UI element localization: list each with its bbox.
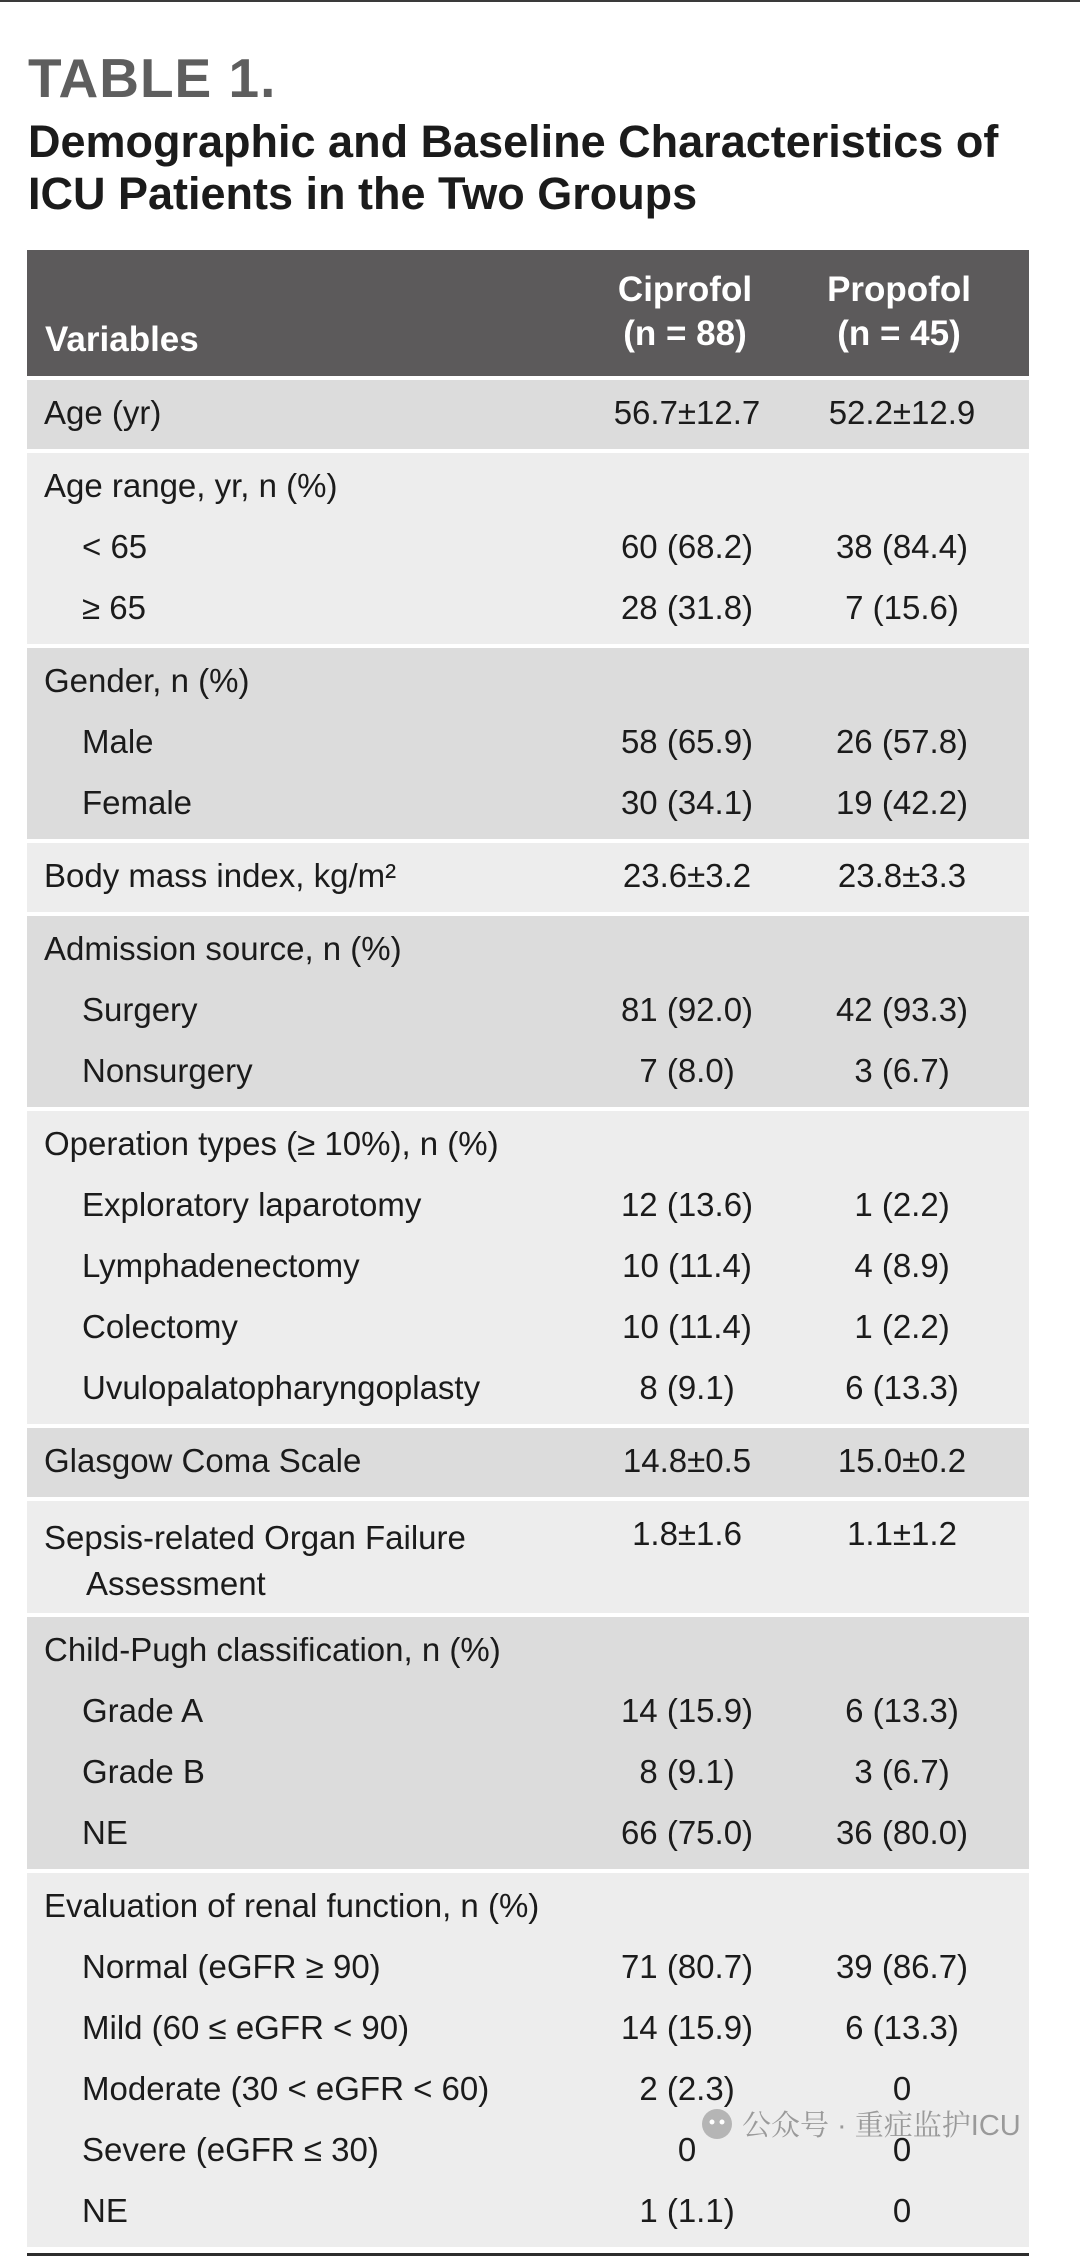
table-header	[27, 250, 1029, 376]
row-label: Glasgow Coma Scale	[44, 1442, 362, 1479]
ciprofol-value: 8 (9.1)	[639, 1753, 735, 1790]
table-row	[27, 579, 1029, 640]
data-table	[27, 250, 1029, 2256]
propofol-value: 3 (6.7)	[854, 1753, 950, 1790]
row-label: Admission source, n (%)	[44, 930, 402, 967]
group-sofa	[27, 1497, 1029, 1613]
table-label: TABLE 1.	[28, 47, 277, 109]
group-age-range	[27, 449, 1029, 644]
table-row	[27, 1176, 1029, 1237]
propofol-value: 52.2±12.9	[828, 394, 976, 431]
row-label: ≥ 65	[82, 589, 146, 626]
row-label: Grade A	[82, 1692, 204, 1729]
row-label: Evaluation of renal function, n (%)	[44, 1887, 540, 1924]
row-label: Lymphadenectomy	[82, 1247, 360, 1284]
header-ciprofol-n: (n = 88)	[623, 314, 747, 353]
row-label: Age range, yr, n (%)	[44, 467, 338, 504]
wechat-icon	[700, 2107, 734, 2141]
propofol-value: 0	[892, 2192, 912, 2229]
header-ciprofol-name: Ciprofol	[617, 270, 753, 309]
propofol-value: 0	[892, 2070, 912, 2107]
header-propofol-name: Propofol	[827, 270, 971, 309]
row-label: Age (yr)	[44, 394, 162, 431]
row-label: Gender, n (%)	[44, 662, 250, 699]
ciprofol-value: 23.6±3.2	[622, 857, 752, 894]
ciprofol-value: 71 (80.7)	[620, 1948, 754, 1985]
propofol-value: 6 (13.3)	[845, 1369, 959, 1406]
row-label: Colectomy	[82, 1308, 238, 1345]
ciprofol-value: 14.8±0.5	[622, 1442, 752, 1479]
table-row	[27, 1877, 1029, 1938]
propofol-value: 6 (13.3)	[845, 1692, 959, 1729]
table-row	[27, 1359, 1029, 1420]
ciprofol-value: 81 (92.0)	[620, 991, 754, 1028]
table-row	[27, 518, 1029, 579]
row-label: < 65	[82, 528, 148, 565]
propofol-value: 1.1±1.2	[847, 1515, 957, 1552]
ciprofol-value: 60 (68.2)	[620, 528, 754, 565]
ciprofol-value: 1.8±1.6	[632, 1515, 742, 1552]
row-label: Exploratory laparotomy	[82, 1186, 422, 1223]
row-label: Operation types (≥ 10%), n (%)	[44, 1125, 499, 1162]
row-label: Uvulopalatopharyngoplasty	[82, 1369, 481, 1406]
row-label: Normal (eGFR ≥ 90)	[82, 1948, 381, 1985]
group-admission-source	[27, 912, 1029, 1107]
table-row	[27, 1682, 1029, 1743]
row-label: Surgery	[82, 991, 198, 1028]
table-row	[27, 2182, 1029, 2243]
ciprofol-value: 66 (75.0)	[620, 1814, 754, 1851]
table-row	[27, 1115, 1029, 1176]
propofol-value: 15.0±0.2	[837, 1442, 967, 1479]
group-gender	[27, 644, 1029, 839]
row-label: Body mass index, kg/m²	[44, 857, 397, 894]
table-row	[27, 1938, 1029, 1999]
table-row	[27, 457, 1029, 518]
header-variables: Variables	[45, 320, 199, 359]
group-operation-types	[27, 1107, 1029, 1424]
table-row	[27, 384, 1029, 445]
ciprofol-value: 58 (65.9)	[620, 723, 754, 760]
row-label: Severe (eGFR ≤ 30)	[82, 2131, 379, 2168]
group-glasgow-coma-scale	[27, 1424, 1029, 1497]
table-row	[27, 1237, 1029, 1298]
propofol-value: 36 (80.0)	[835, 1814, 969, 1851]
row-label: Nonsurgery	[82, 1052, 253, 1089]
row-label-line1: Sepsis-related Organ Failure	[44, 1519, 466, 1556]
group-child-pugh	[27, 1613, 1029, 1869]
row-label: Female	[82, 784, 193, 821]
propofol-value: 26 (57.8)	[835, 723, 969, 760]
row-label: Moderate (30 < eGFR < 60)	[82, 2070, 490, 2107]
propofol-value: 7 (15.6)	[845, 589, 959, 626]
propofol-value: 19 (42.2)	[835, 784, 969, 821]
propofol-value: 6 (13.3)	[845, 2009, 959, 2046]
row-label	[44, 1515, 564, 1607]
watermark-text: 公众号 · 重症监护ICU	[742, 2110, 1021, 2142]
watermark	[700, 2103, 1021, 2144]
ciprofol-value: 1 (1.1)	[639, 2192, 735, 2229]
table-title: Demographic and Baseline Characteristics of ICU Patients in the Two Groups	[28, 116, 999, 219]
propofol-value: 39 (86.7)	[835, 1948, 969, 1985]
row-label: Grade B	[82, 1753, 205, 1790]
ciprofol-value: 10 (11.4)	[622, 1308, 752, 1345]
propofol-value: 1 (2.2)	[854, 1186, 950, 1223]
header-propofol	[794, 268, 1004, 356]
ciprofol-value: 14 (15.9)	[620, 1692, 754, 1729]
row-label: Mild (60 ≤ eGFR < 90)	[82, 2009, 410, 2046]
ciprofol-value: 10 (11.4)	[622, 1247, 752, 1284]
table-row	[27, 1804, 1029, 1865]
table-row	[27, 1432, 1029, 1493]
table-row	[27, 774, 1029, 835]
row-label: Child-Pugh classification, n (%)	[44, 1631, 501, 1668]
propofol-value: 1 (2.2)	[854, 1308, 950, 1345]
table-row	[27, 981, 1029, 1042]
row-label-line2: Assessment	[86, 1565, 266, 1602]
table-row	[27, 1621, 1029, 1682]
table-row	[27, 1999, 1029, 2060]
table-row	[27, 920, 1029, 981]
header-propofol-n: (n = 45)	[837, 314, 961, 353]
table-row	[27, 1743, 1029, 1804]
ciprofol-value: 2 (2.3)	[639, 2070, 735, 2107]
ciprofol-value: 12 (13.6)	[620, 1186, 754, 1223]
ciprofol-value: 28 (31.8)	[620, 589, 754, 626]
ciprofol-value: 14 (15.9)	[620, 2009, 754, 2046]
ciprofol-value: 8 (9.1)	[639, 1369, 735, 1406]
ciprofol-value: 56.7±12.7	[613, 394, 761, 431]
propofol-value: 4 (8.9)	[854, 1247, 950, 1284]
propofol-value: 42 (93.3)	[835, 991, 969, 1028]
header-ciprofol	[580, 268, 790, 356]
row-label: NE	[82, 2192, 128, 2229]
group-age	[27, 376, 1029, 449]
table-row	[27, 652, 1029, 713]
propofol-value: 38 (84.4)	[835, 528, 969, 565]
top-rule	[0, 0, 1080, 2]
propofol-value: 3 (6.7)	[854, 1052, 950, 1089]
row-label: Male	[82, 723, 154, 760]
propofol-value: 0	[892, 2131, 912, 2168]
table-row	[27, 847, 1029, 908]
group-bmi	[27, 839, 1029, 912]
row-label: NE	[82, 1814, 128, 1851]
group-renal-function	[27, 1869, 1029, 2247]
ciprofol-value: 7 (8.0)	[639, 1052, 735, 1089]
table-row	[27, 1042, 1029, 1103]
table-row	[27, 713, 1029, 774]
ciprofol-value: 30 (34.1)	[620, 784, 754, 821]
ciprofol-value: 0	[677, 2131, 697, 2168]
propofol-value: 23.8±3.3	[837, 857, 967, 894]
table-row	[27, 1505, 1029, 1609]
table-row	[27, 1298, 1029, 1359]
